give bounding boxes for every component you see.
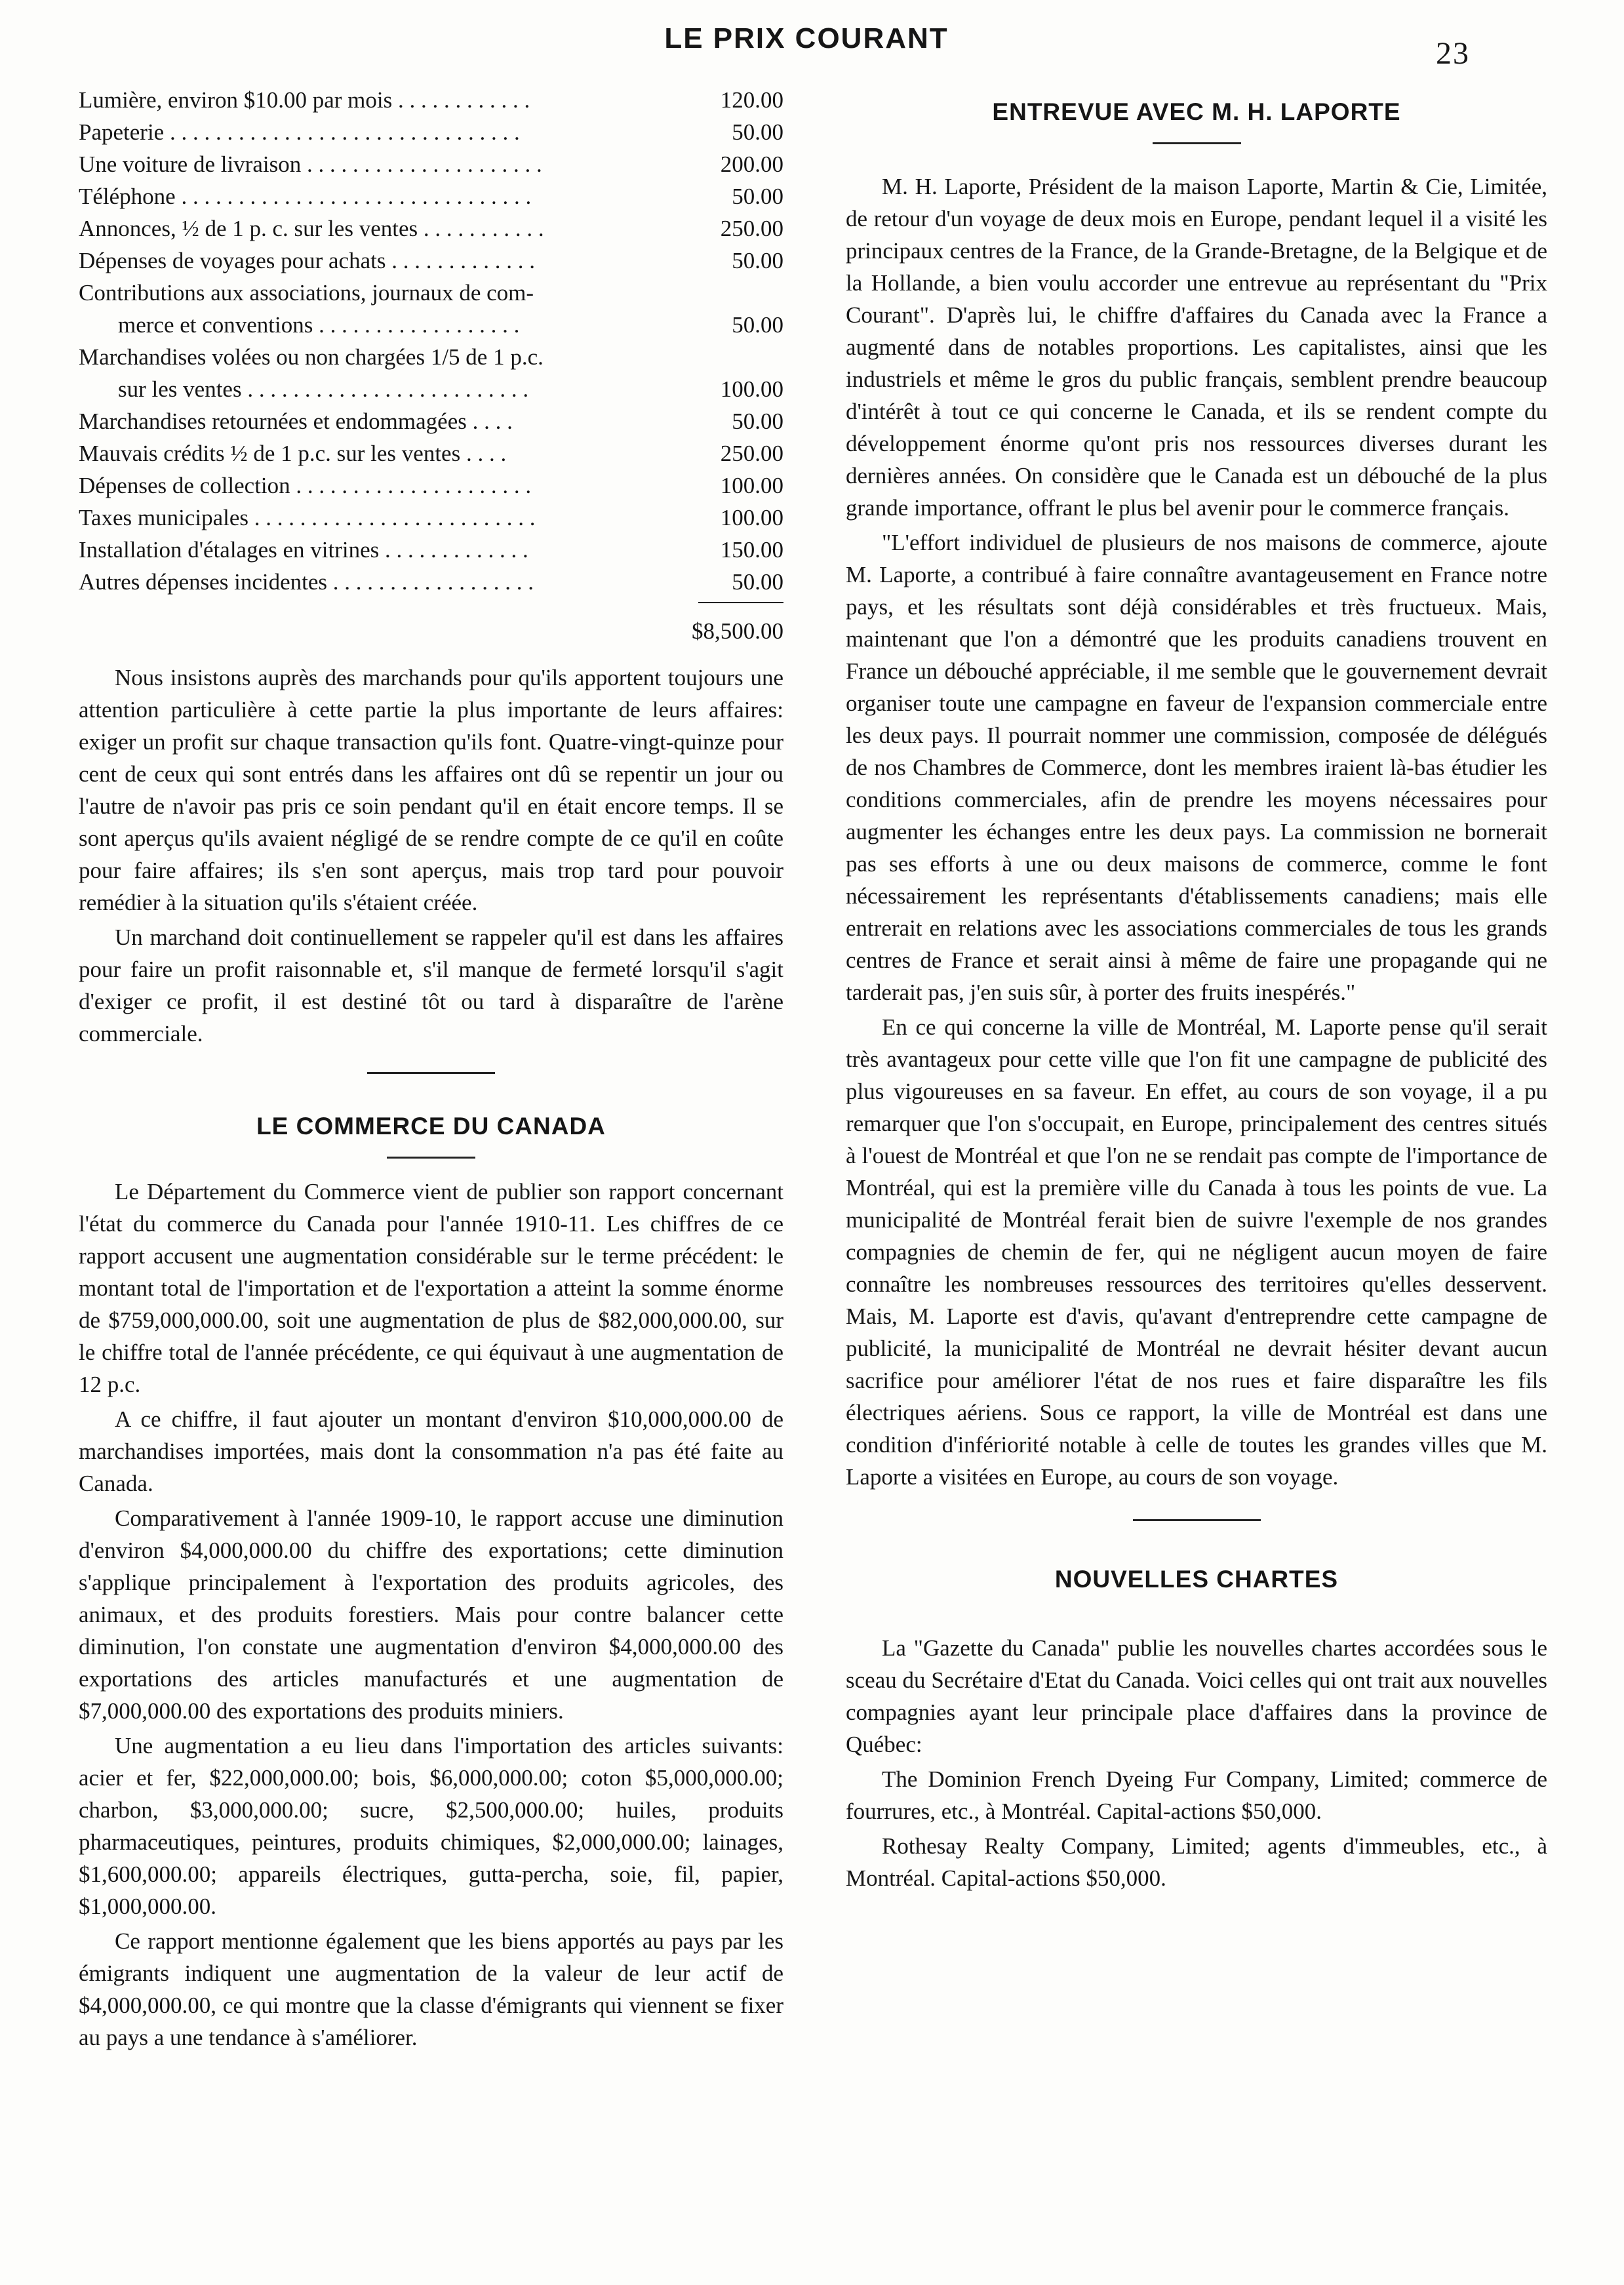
expense-amount: 50.00 xyxy=(732,248,783,273)
right-column xyxy=(846,84,1547,1897)
expense-label: merce et conventions . . . . . . . . . . . . . . . . . . xyxy=(118,312,520,338)
left-column xyxy=(79,84,783,2056)
expense-amount: 100.00 xyxy=(720,505,783,530)
section-title: LE COMMERCE DU CANADA xyxy=(256,1113,606,1140)
title-rule xyxy=(1153,142,1241,144)
article-paragraph: A ce chiffre, il faut ajouter un montant d'environ $10,000,000.00 de marchandises importées, mais dont la consommation n'a pas été faite au Canada. xyxy=(79,1406,783,1496)
section-divider xyxy=(1133,1519,1261,1521)
expense-label: sur les ventes . . . . . . . . . . . . . . . . . . . . . . . . . xyxy=(118,376,529,402)
expense-label: Marchandises retournées et endommagées . . . . xyxy=(79,408,513,434)
expense-label: Lumière, environ $10.00 par mois . . . . . . . . . . . . xyxy=(79,87,530,113)
expense-amount: 200.00 xyxy=(720,151,783,177)
article-paragraph: M. H. Laporte, Président de la maison Laporte, Martin & Cie, Limitée, de retour d'un voyage de deux mois en Europe, pendant lequel il a visité les principaux centres de la France, de la Grande-Bretagne, de la Belgique et de la Hollande, a bien voulu accorder une entrevue au représentant du "Prix Courant". D'après lui, le chiffre d'affaires du Canada avec la France a augmenté dans de notables proportions. Les capitalistes, ainsi que les industriels et même le gros du public français, semblent prendre beaucoup d'intérêt à tout ce qui concerne le Canada, et ils se rendent compte du développement énorme qu'ont pris nos ressources diverses durant les dernières années. On considère que le Canada est un débouché de la plus grande importance, offrant le plus bel avenir pour le commerce français. xyxy=(846,174,1547,521)
expense-label: Dépenses de collection . . . . . . . . . . . . . . . . . . . . . xyxy=(79,473,532,498)
expense-row xyxy=(79,341,783,373)
expense-row xyxy=(79,84,783,116)
expense-label: Dépenses de voyages pour achats . . . . . . . . . . . . . xyxy=(79,248,535,273)
expense-label: Une voiture de livraison . . . . . . . . . . . . . . . . . . . . . xyxy=(79,151,542,177)
expense-label: Annonces, ½ de 1 p. c. sur les ventes . . . . . . . . . . . xyxy=(79,216,544,241)
expense-total: $8,500.00 xyxy=(692,618,783,644)
expense-amount: 50.00 xyxy=(732,408,783,434)
expense-amount: 120.00 xyxy=(720,87,783,113)
expense-row xyxy=(79,373,783,405)
expense-amount: 250.00 xyxy=(720,441,783,466)
article-paragraph: Comparativement à l'année 1909-10, le rapport accuse une diminution d'environ $4,000,000.00 du chiffre des exportations; cette diminution s'applique principalement à l'exportation des produits agricoles, des animaux, et des produits forestiers. Mais pour contre balancer cette diminution, l'on constate une augmentation d'environ $4,000,000.00 des exportations des articles manufacturés et une augmentation de $7,000,000.00 des exportations des produits miniers. xyxy=(79,1505,783,1724)
expense-label: Autres dépenses incidentes . . . . . . . . . . . . . . . . . . xyxy=(79,569,534,595)
total-rule xyxy=(698,602,783,603)
expense-label: Téléphone . . . . . . . . . . . . . . . . . . . . . . . . . . . . . . . xyxy=(79,184,532,209)
charter-entry: Rothesay Realty Company, Limited; agents d'immeubles, etc., à Montréal. Capital-actions $50,000. xyxy=(846,1833,1547,1891)
expense-amount: 250.00 xyxy=(720,216,783,241)
page-header xyxy=(0,22,1624,71)
title-rule xyxy=(387,1157,475,1159)
expense-label: Marchandises volées ou non chargées 1/5 de 1 p.c. xyxy=(79,344,544,370)
expense-row xyxy=(79,405,783,437)
expense-row xyxy=(79,277,783,309)
article-paragraph: La "Gazette du Canada" publie les nouvelles chartes accordées sous le sceau du Secrétaire d'Etat du Canada. Voici celles qui ont trait aux nouvelles compagnies ayant leur principale place d'affaires dans la province de Québec: xyxy=(846,1635,1547,1757)
expense-row xyxy=(79,212,783,245)
section-title: ENTREVUE AVEC M. H. LAPORTE xyxy=(992,98,1401,125)
charter-entry: The Dominion French Dyeing Fur Company, Limited; commerce de fourrures, etc., à Montréal. Capital-actions $50,000. xyxy=(846,1766,1547,1824)
article-paragraph: Une augmentation a eu lieu dans l'importation des articles suivants: acier et fer, $22,000,000.00; bois, $6,000,000.00; coton $5,000,000.00; charbon, $3,000,000.00; sucre, $2,500,000.00; huiles, produits pharmaceutiques, peintures, produits chimiques, $2,000,000.00; lainages, $1,600,000.00; appareils électriques, gutta-percha, soie, fil, papier, $1,000,000.00. xyxy=(79,1733,783,1919)
article-paragraph: Ce rapport mentionne également que les biens apportés au pays par les émigrants indiquent une augmentation de la valeur de leur actif de $4,000,000.00, ce qui montre que la classe d'émigrants qui viennent se fixer au pays a une tendance à s'améliorer. xyxy=(79,1928,783,2050)
section-divider xyxy=(367,1072,495,1074)
expense-amount: 50.00 xyxy=(732,312,783,338)
expense-amount: 100.00 xyxy=(720,473,783,498)
page-number: 23 xyxy=(1436,36,1470,71)
expense-row xyxy=(79,148,783,180)
expense-row xyxy=(79,116,783,148)
expense-amount: 100.00 xyxy=(720,376,783,402)
article-paragraph: Le Département du Commerce vient de publier son rapport concernant l'état du commerce du Canada pour l'année 1910-11. Les chiffres de ce rapport accusent une augmentation considérable sur le terme précédent: le montant total de l'importation et de l'exportation a atteint la somme énorme de $759,000,000.00, soit une augmentation de plus de $82,000,000.00, sur le chiffre total de l'année précédente, ce qui équivaut à une augmentation de 12 p.c. xyxy=(79,1179,783,1397)
section-title: NOUVELLES CHARTES xyxy=(1054,1566,1339,1593)
expense-label: Contributions aux associations, journaux de com- xyxy=(79,280,534,306)
expense-label: Taxes municipales . . . . . . . . . . . . . . . . . . . . . . . . . xyxy=(79,505,536,530)
journal-title: LE PRIX COURANT xyxy=(664,22,949,54)
expense-row xyxy=(79,534,783,566)
expense-row xyxy=(79,437,783,469)
editorial-paragraph: Un marchand doit continuellement se rappeler qu'il est dans les affaires pour faire un profit raisonnable et, s'il manque de fermeté lorsqu'il s'agit d'exiger ce profit, il est destiné tôt ou tard à disparaître de l'arène commerciale. xyxy=(79,924,783,1046)
expense-row xyxy=(79,502,783,534)
expense-row xyxy=(79,180,783,212)
expense-amount: 50.00 xyxy=(732,184,783,209)
article-paragraph: En ce qui concerne la ville de Montréal, M. Laporte pense qu'il serait très avantageux pour cette ville que l'on fit une campagne de publicité des plus vigoureuses en sa faveur. En effet, au cours de son voyage, il a pu remarquer que l'on s'occupait, en Europe, principalement des centres situés à l'ouest de Montréal et que l'on ne se rendait pas compte de l'importance de Montréal, qui est la première ville du Canada à tous les points de vue. La municipalité de Montréal ferait bien de suivre l'exemple de nos grandes compagnies de chemin de fer, qui ne négligent aucun moyen de faire connaître les nombreuses ressources des territoires qu'elles desservent. Mais, M. Laporte est d'avis, qu'avant d'entreprendre cette campagne de publicité, la municipalité de Montréal ne devrait hésiter devant aucun sacrifice pour améliorer l'état de nos rues et faire disparaître les fils électriques aériens. Sous ce rapport, la ville de Montréal est dans une condition d'infériorité notable à celle de toutes les grandes villes que M. Laporte a visitées en Europe, au cours de son voyage. xyxy=(846,1014,1547,1490)
expense-amount: 50.00 xyxy=(732,119,783,145)
expense-label: Papeterie . . . . . . . . . . . . . . . . . . . . . . . . . . . . . . . xyxy=(79,119,520,145)
expense-amount: 150.00 xyxy=(720,537,783,563)
expense-row xyxy=(79,245,783,277)
expense-row xyxy=(79,309,783,341)
article-paragraph: "L'effort individuel de plusieurs de nos maisons de commerce, ajoute M. Laporte, a contribué à faire connaître avantageusement en France notre pays, et les résultats sont déjà considérables et très fructueux. Mais, maintenant que l'on a démontré que les produits canadiens trouvent en France un débouché appréciable, il me semble que le gouvernement devrait organiser toute une campagne en faveur de l'expansion commerciale entre les deux pays. Il pourrait nommer une commission, composée de délégués de nos Chambres de Commerce, dont les membres iraient là-bas étudier les conditions commerciales, afin de prendre les moyens nécessaires pour augmenter les échanges entre les deux pays. La commission ne bornerait pas ses efforts à une ou deux maisons de commerce, comme le font nécessairement les représentants d'établissements canadiens; mais elle entrerait en relations avec les associations commerciales de tous les grands centres de France et serait ainsi à même de faire une propagande qui ne tarderait pas, j'en suis sûr, à porter des fruits inespérés." xyxy=(846,530,1547,1005)
expense-label: Mauvais crédits ½ de 1 p.c. sur les ventes . . . . xyxy=(79,441,507,466)
expense-row xyxy=(79,469,783,502)
expense-label: Installation d'étalages en vitrines . . . . . . . . . . . . . xyxy=(79,537,528,563)
expense-row xyxy=(79,566,783,598)
editorial-paragraph: Nous insistons auprès des marchands pour qu'ils apportent toujours une attention particulière à cette partie la plus importante de leurs affaires: exiger un profit sur chaque transaction qu'ils font. Quatre-vingt-quinze pour cent de ceux qui sont entrés dans les affaires ont dû se repentir un jour ou l'autre de n'avoir pas pris ce soin pendant qu'il en était encore temps. Il se sont aperçus qu'ils avaient négligé de se rendre compte de ce qu'il en coûte pour faire affaires; ils s'en sont aperçus, mais trop tard pour pouvoir remédier à la situation qu'ils s'étaient créée. xyxy=(79,665,783,915)
expense-table xyxy=(79,84,783,647)
expense-amount: 50.00 xyxy=(732,569,783,595)
